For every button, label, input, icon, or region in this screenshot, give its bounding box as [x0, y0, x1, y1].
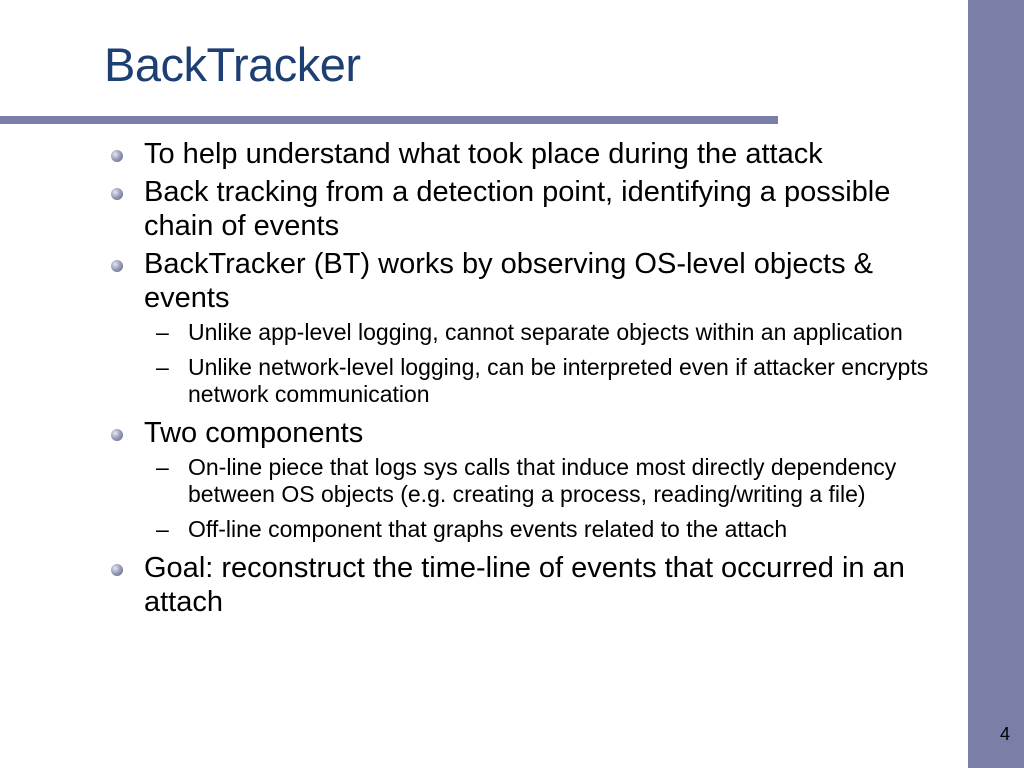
page-number: 4 [1000, 724, 1011, 744]
bullet-item [104, 551, 964, 619]
title-underline-rule [0, 116, 778, 124]
sub-bullet-text: Unlike network-level logging, can be interpreted even if attacker encrypts network communication [188, 354, 929, 407]
bullet-text: Goal: reconstruct the time-line of events that occurred in an attach [144, 552, 905, 618]
bullet-item [104, 137, 964, 171]
bullet-item [104, 247, 964, 315]
sub-bullet-text: Off-line component that graphs events related to the attach [188, 516, 788, 542]
bullet-dot-icon [111, 564, 123, 576]
dash-icon: – [156, 319, 169, 345]
sub-bullet-item [104, 319, 964, 346]
slide-body [104, 137, 964, 623]
bullet-dot-icon [111, 150, 123, 162]
dash-icon: – [156, 516, 169, 542]
sub-bullet-item [104, 454, 964, 508]
bullet-item [104, 416, 964, 450]
bullet-text: Two components [144, 417, 364, 449]
bullet-text: Back tracking from a detection point, identifying a possible chain of events [144, 176, 891, 242]
sub-bullet-item [104, 516, 964, 543]
dash-icon: – [156, 454, 169, 480]
sub-bullet-text: Unlike app-level logging, cannot separate objects within an application [188, 319, 903, 345]
right-accent-bar [968, 0, 1024, 768]
dash-icon: – [156, 354, 169, 380]
bullet-text: BackTracker (BT) works by observing OS-level objects & events [144, 248, 873, 314]
bullet-dot-icon [111, 429, 123, 441]
bullet-text: To help understand what took place during the attack [144, 138, 823, 170]
sub-bullet-item [104, 354, 964, 408]
bullet-item [104, 175, 964, 243]
slide-title: BackTracker [104, 38, 361, 91]
bullet-dot-icon [111, 188, 123, 200]
sub-bullet-text: On-line piece that logs sys calls that induce most directly dependency between OS objects (e.g. creating a process, reading/writing a file) [188, 454, 897, 507]
bullet-dot-icon [111, 260, 123, 272]
